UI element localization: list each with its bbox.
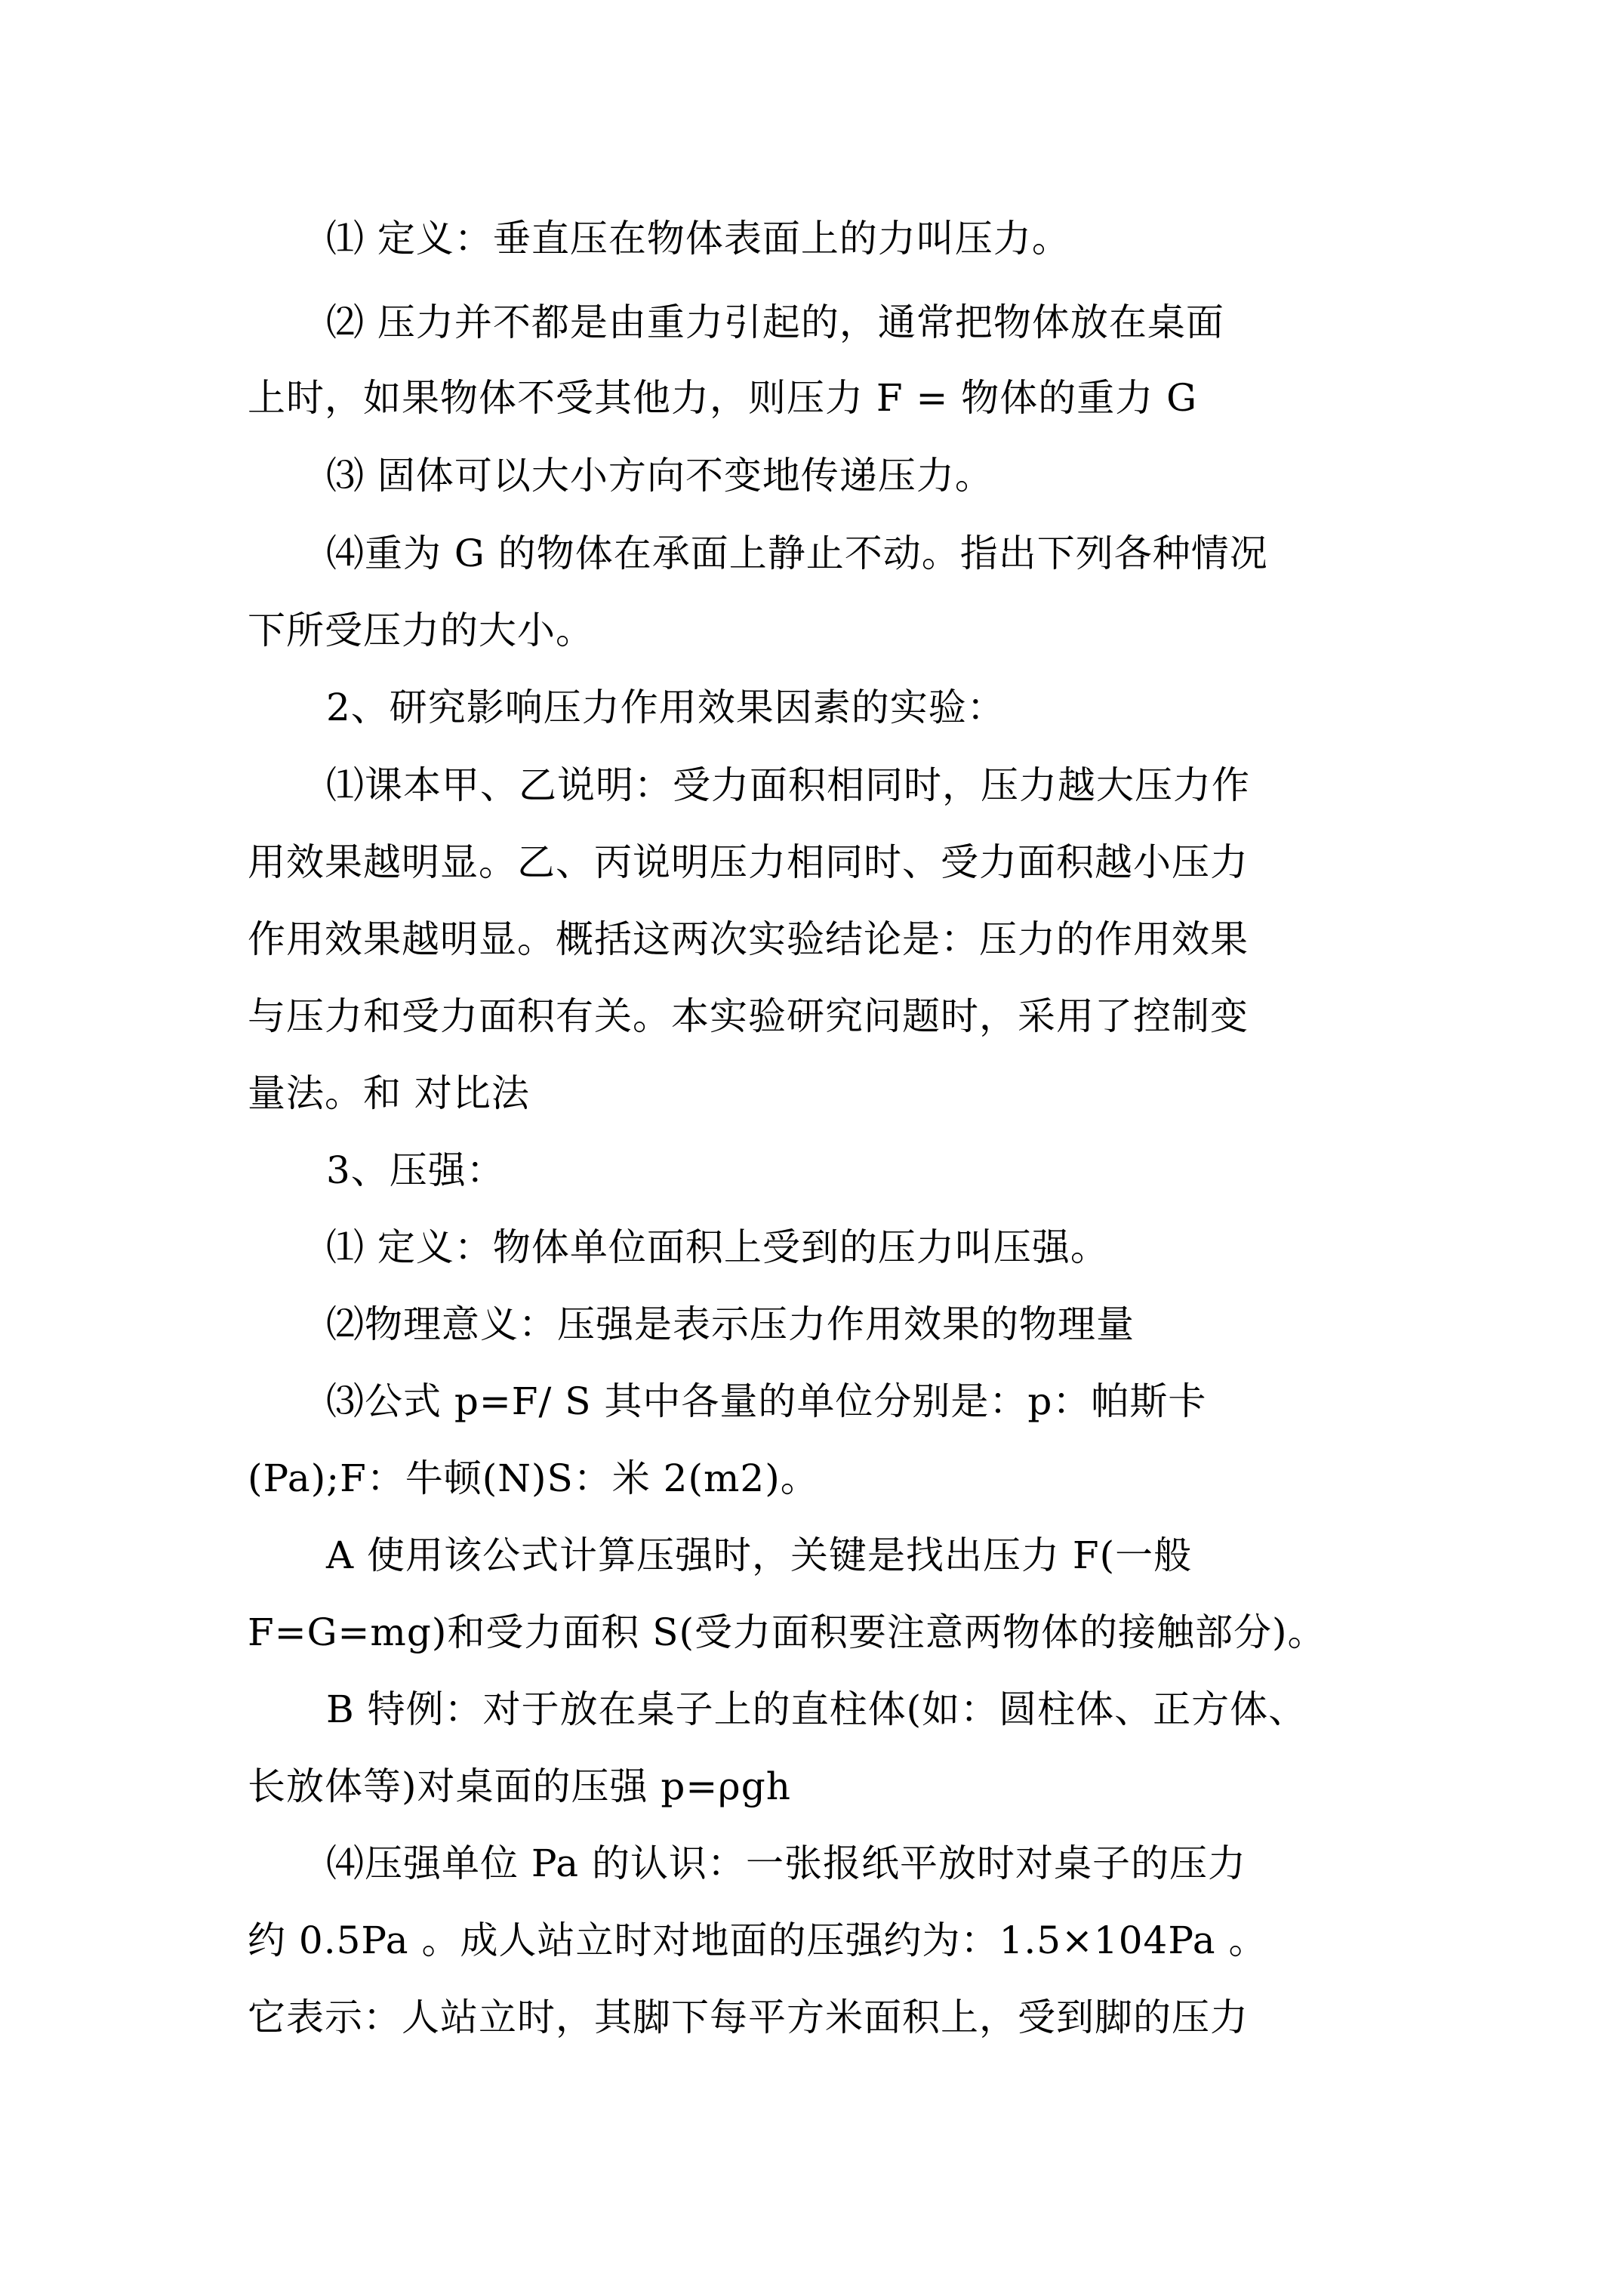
experiment-paragraph-line-3: 作用效果越明显。概括这两次实验结论是：压力的作用效果	[248, 917, 1249, 961]
pa-unit-line-3: 它表示：人站立时，其脚下每平方米面积上，受到脚的压力	[248, 1996, 1249, 2039]
pressure-origin-line-1: ⑵ 压力并不都是由重力引起的，通常把物体放在桌面	[326, 300, 1224, 344]
experiment-paragraph-line-5: 量法。和 对比法	[248, 1071, 530, 1115]
experiment-paragraph-line-1: ⑴课本甲、乙说明：受力面积相同时，压力越大压力作	[326, 763, 1250, 807]
pa-unit-line-2: 约 0.5Pa 。成人站立时对地面的压强约为：1.5×104Pa 。	[248, 1918, 1267, 1962]
pressure-intensity-definition: ⑴ 定义：物体单位面积上受到的压力叫压强。	[326, 1225, 1109, 1269]
formula-line-1: ⑶公式 p=F/ S 其中各量的单位分别是：p：帕斯卡	[326, 1379, 1207, 1423]
pa-unit-line-1: ⑷压强单位 Pa 的认识：一张报纸平放时对桌子的压力	[326, 1841, 1246, 1885]
formula-line-2: (Pa);F：牛顿(N)S：米 2(m2)。	[248, 1456, 819, 1500]
weight-g-object-line-2: 下所受压力的大小。	[248, 609, 594, 652]
experiment-paragraph-line-2: 用效果越明显。乙、丙说明压力相同时、受力面积越小压力	[248, 840, 1249, 884]
section-3-heading: 3、压强：	[326, 1148, 505, 1192]
pressure-origin-line-2: 上时，如果物体不受其他力，则压力 F = 物体的重力 G	[248, 376, 1198, 420]
pressure-definition-line: ⑴ 定义：垂直压在物体表面上的力叫压力。	[326, 217, 1070, 260]
point-a-line-1: A 使用该公式计算压强时，关键是找出压力 F(一般	[326, 1533, 1193, 1577]
point-b-line-1: B 特例：对于放在桌子上的直柱体(如：圆柱体、正方体、	[326, 1687, 1307, 1731]
point-a-line-2: F=G=mg)和受力面积 S(受力面积要注意两物体的接触部分)。	[248, 1610, 1326, 1654]
experiment-paragraph-line-4: 与压力和受力面积有关。本实验研究问题时，采用了控制变	[248, 994, 1249, 1038]
physical-meaning-line: ⑵物理意义：压强是表示压力作用效果的物理量	[326, 1302, 1135, 1346]
solid-transmits-pressure-line: ⑶ 固体可以大小方向不变地传递压力。	[326, 454, 993, 498]
point-b-line-2: 长放体等)对桌面的压强 p=ρgh	[248, 1764, 791, 1808]
weight-g-object-line-1: ⑷重为 G 的物体在承面上静止不动。指出下列各种情况	[326, 532, 1268, 575]
section-2-heading: 2、研究影响压力作用效果因素的实验：	[326, 686, 1006, 729]
